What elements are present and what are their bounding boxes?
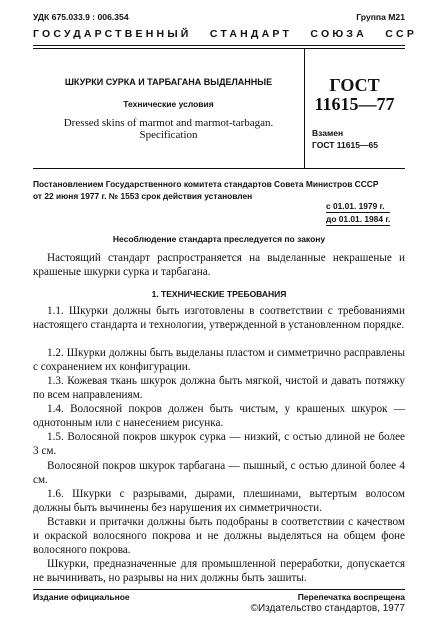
validity-to: до 01.01. 1984 г. bbox=[326, 214, 391, 224]
paragraph-1-6-inserts: Вставки и притачки должны быть подобраны в соответствии с качеством и окраской волосяного покрова и не должны выделяться на общем фоне волосяного покрова. bbox=[33, 516, 405, 557]
standard-subtitle: Технические условия bbox=[123, 99, 214, 109]
english-title-line2: Specification bbox=[139, 129, 198, 141]
decree-line1: Постановлением Государственного комитета стандартов Совета Министров СССР bbox=[33, 179, 379, 189]
reprint-prohibited: Перепечатка воспрещена bbox=[297, 592, 405, 602]
gost-label: ГОСТ bbox=[329, 75, 380, 95]
section-title: 1. ТЕХНИЧЕСКИЕ ТРЕБОВАНИЯ bbox=[151, 289, 287, 299]
paragraph-1-6-industrial: Шкурки, предназначенные для промышленной переработки, допускается не вычинивать, но разрывы на них должны быть зашиты. bbox=[33, 558, 405, 585]
replaces-label: Взамен bbox=[312, 128, 344, 138]
banner-rule-top bbox=[33, 45, 405, 46]
standard-title: ШКУРКИ СУРКА И ТАРБАГАНА ВЫДЕЛАННЫЕ bbox=[64, 77, 273, 87]
gost-number: 11615—77 bbox=[314, 94, 395, 114]
replaces-value: ГОСТ 11615—65 bbox=[312, 140, 378, 150]
validity-period bbox=[326, 201, 390, 226]
english-title-line1: Dressed skins of marmot and marmot-tarbagan. bbox=[63, 117, 274, 129]
paragraph-1-4: 1.4. Волосяной покров должен быть чистым, у крашеных шкурок — однотонным или с нанесением рисунка. bbox=[33, 403, 405, 430]
state-standard-banner: ГОСУДАРСТВЕННЫЙ СТАНДАРТ СОЮЗА ССР bbox=[33, 28, 418, 40]
paragraph-1-1: 1.1. Шкурки должны быть изготовлены в соответствии с требованиями настоящего стандарта и технологии, утвержденной в установленном порядке. bbox=[33, 305, 405, 332]
paragraph-1-5: 1.5. Волосяной покров шкурок сурка — низкий, с остью длиной не более 3 см. bbox=[33, 431, 405, 458]
official-edition: Издание официальное bbox=[33, 592, 130, 602]
paragraph-1-3: 1.3. Кожевая ткань шкурок должна быть мягкой, чистой и давать потяжку по всем направлениям. bbox=[33, 375, 405, 402]
decree bbox=[33, 179, 405, 202]
group-code: Группа М21 bbox=[356, 12, 405, 22]
paragraph-1-2: 1.2. Шкурки должны быть выделаны пластом и симметрично расправлены с сохранением их конфигурации. bbox=[33, 347, 405, 374]
intro-paragraph: Настоящий стандарт распространяется на выделанные некрашеные и крашеные шкурки сурка и тарбагана. bbox=[33, 252, 405, 279]
legal-notice: Несоблюдение стандарта преследуется по закону bbox=[112, 234, 326, 244]
footer-rule bbox=[33, 589, 405, 590]
english-title bbox=[33, 117, 304, 141]
gost-number-block bbox=[304, 76, 405, 114]
paragraph-1-6: 1.6. Шкурки с разрывами, дырами, плешинами, вытертым волосом должны быть вычинены без нарушения их симметричности. bbox=[33, 488, 405, 515]
validity-from: с 01.01. 1979 г. bbox=[326, 201, 390, 213]
replaces-block bbox=[312, 127, 378, 151]
publisher: ©Издательство стандартов, 1977 bbox=[250, 603, 405, 614]
udk-code: УДК 675.033.9 : 006.354 bbox=[33, 12, 129, 22]
decree-line2: от 22 июня 1977 г. № 1553 срок действия установлен bbox=[33, 190, 253, 201]
paragraph-1-5-tarbagan: Волосяной покров шкурок тарбагана — пышный, с остью длиной более 4 см. bbox=[33, 460, 405, 487]
title-box bbox=[33, 48, 305, 168]
title-rule bbox=[33, 168, 405, 169]
